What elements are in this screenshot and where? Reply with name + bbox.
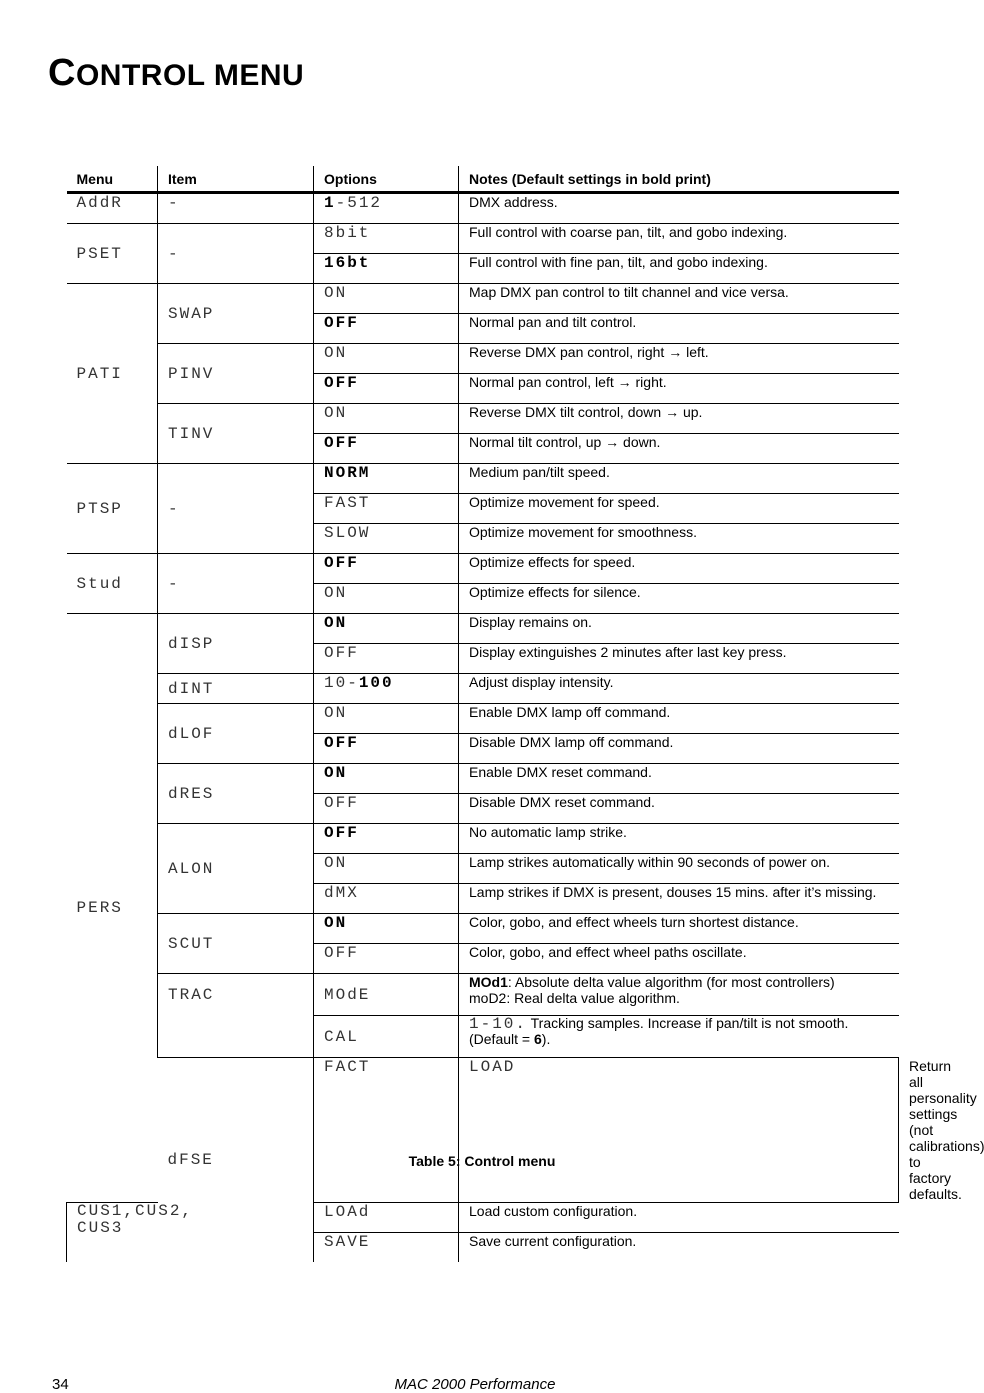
- page-title: [48, 52, 304, 95]
- option-cell: OFF: [314, 314, 459, 344]
- table-row: [67, 193, 899, 224]
- note-cell: Full control with coarse pan, tilt, and gobo indexing.: [459, 224, 899, 254]
- option-cell: ON: [314, 704, 459, 734]
- option-cell: CAL: [314, 1016, 459, 1058]
- note-cell: Disable DMX lamp off command.: [459, 734, 899, 764]
- header-item: Item: [158, 166, 314, 193]
- item-cell: PINV: [158, 344, 314, 404]
- note-cell: Display remains on.: [459, 614, 899, 644]
- option-cell: OFF: [314, 794, 459, 824]
- note-default-value: 6: [533, 1031, 542, 1047]
- option-cell: SAVE: [314, 1232, 459, 1262]
- note-cell: Reverse DMX pan control, right → left.: [459, 344, 899, 374]
- note-cell: Reverse DMX tilt control, down → up.: [459, 404, 899, 434]
- item-cell: -: [158, 464, 314, 554]
- note-text: : Absolute delta value algorithm (for most controllers): [507, 974, 835, 990]
- option-cell: FAST: [314, 494, 459, 524]
- option-cell: OFF: [314, 644, 459, 674]
- menu-cell: dFSE: [158, 1058, 314, 1262]
- item-cell: dINT: [158, 674, 314, 704]
- page-number: 34: [52, 1376, 69, 1393]
- item-cell: TINV: [158, 404, 314, 464]
- option-cell: NORM: [314, 464, 459, 494]
- option-cell: SLOW: [314, 524, 459, 554]
- option-cell: OFF: [314, 944, 459, 974]
- header-row: [67, 166, 899, 193]
- title-rest: ONTROL MENU: [75, 59, 305, 92]
- option-cell: ON: [314, 344, 459, 374]
- header-menu: Menu: [67, 166, 158, 193]
- item-cell: CUS1,CUS2, CUS3: [67, 1202, 158, 1262]
- note-cell: Normal pan control, left → right.: [459, 374, 899, 404]
- option-cell: LOAd: [314, 1202, 459, 1232]
- note-cell: No automatic lamp strike.: [459, 824, 899, 854]
- note-text-line2: moD2: Real delta value algorithm.: [469, 990, 680, 1006]
- note-cell: [459, 974, 899, 1016]
- option-range: -512: [335, 194, 383, 212]
- item-cell: -: [158, 554, 314, 614]
- table-row: dFSE FACT LOAD Return all personality settings (not calibrations) to factory defaults.: [67, 1058, 899, 1203]
- note-cell: Load custom configuration.: [459, 1202, 899, 1232]
- option-cell: OFF: [314, 734, 459, 764]
- note-cell: Optimize effects for silence.: [459, 584, 899, 614]
- table-row: [67, 224, 899, 254]
- footer-title: MAC 2000 Performance: [394, 1376, 556, 1393]
- option-cell: OFF: [314, 434, 459, 464]
- option-cell: [314, 674, 459, 704]
- item-cell: SWAP: [158, 284, 314, 344]
- note-cell: Lamp strikes automatically within 90 seconds of power on.: [459, 854, 899, 884]
- item-cell: -: [158, 224, 314, 284]
- note-cell: Save current configuration.: [459, 1232, 899, 1262]
- note-cell: Enable DMX lamp off command.: [459, 704, 899, 734]
- option-cell: ON: [314, 404, 459, 434]
- menu-cell: Stud: [67, 554, 158, 614]
- menu-cell: PERS: [67, 614, 158, 1203]
- note-cell: DMX address.: [459, 193, 899, 224]
- header-notes: Notes (Default settings in bold print): [459, 166, 899, 193]
- note-text: Tracking samples. Increase if pan/tilt is not smooth.: [527, 1015, 849, 1031]
- option-default: 1: [324, 194, 336, 212]
- option-cell: ON: [314, 764, 459, 794]
- table-row: [67, 974, 899, 1016]
- table-row: [67, 764, 899, 794]
- table-row: [67, 824, 899, 854]
- note-cell: Medium pan/tilt speed.: [459, 464, 899, 494]
- table-row: [67, 674, 899, 704]
- note-bold-term: MOd1: [469, 974, 508, 990]
- note-cell: Lamp strikes if DMX is present, douses 15 mins. after it’s missing.: [459, 884, 899, 914]
- note-cell: Display extinguishes 2 minutes after last key press.: [459, 644, 899, 674]
- menu-cell: AddR: [67, 193, 158, 224]
- option-cell: OFF: [314, 374, 459, 404]
- note-cell: Disable DMX reset command.: [459, 794, 899, 824]
- option-cell: ON: [314, 284, 459, 314]
- table-row: [67, 554, 899, 584]
- header-options: Options: [314, 166, 459, 193]
- table-row: [67, 464, 899, 494]
- note-cell: Normal tilt control, up → down.: [459, 434, 899, 464]
- note-cell: [459, 1016, 899, 1058]
- note-cell: Map DMX pan control to tilt channel and vice versa.: [459, 284, 899, 314]
- option-cell: [314, 193, 459, 224]
- item-cell: dRES: [158, 764, 314, 824]
- note-cell: Full control with fine pan, tilt, and gobo indexing.: [459, 254, 899, 284]
- note-cell: Optimize effects for speed.: [459, 554, 899, 584]
- note-default-pre: (Default =: [469, 1031, 534, 1047]
- option-cell: dMX: [314, 884, 459, 914]
- option-cell: ON: [314, 584, 459, 614]
- option-cell: ON: [314, 914, 459, 944]
- item-cell: FACT: [314, 1058, 459, 1203]
- option-range: 10-: [324, 674, 359, 692]
- note-cell: Optimize movement for smoothness.: [459, 524, 899, 554]
- menu-cell: PSET: [67, 224, 158, 284]
- option-cell: ON: [314, 614, 459, 644]
- option-cell: LOAD: [459, 1058, 899, 1203]
- option-cell: OFF: [314, 554, 459, 584]
- option-cell: OFF: [314, 824, 459, 854]
- menu-cell: PTSP: [67, 464, 158, 554]
- note-cell: Color, gobo, and effect wheel paths oscillate.: [459, 944, 899, 974]
- item-cell: SCUT: [158, 914, 314, 974]
- table-row: [67, 344, 899, 374]
- control-menu-table: [66, 166, 984, 1262]
- note-cell: Color, gobo, and effect wheels turn shortest distance.: [459, 914, 899, 944]
- item-cell: dLOF: [158, 704, 314, 764]
- note-cell: Normal pan and tilt control.: [459, 314, 899, 344]
- table-row: [67, 704, 899, 734]
- note-cell: Enable DMX reset command.: [459, 764, 899, 794]
- menu-cell: PATI: [67, 284, 158, 464]
- item-cell: -: [158, 193, 314, 224]
- option-cell: 8bit: [314, 224, 459, 254]
- option-cell: 16bt: [314, 254, 459, 284]
- table-row: [67, 404, 899, 434]
- option-cell: MOdE: [314, 974, 459, 1016]
- item-cell: TRAC: [158, 974, 314, 1058]
- note-cell: Optimize movement for speed.: [459, 494, 899, 524]
- table-row: [67, 614, 899, 644]
- note-cell: Adjust display intensity.: [459, 674, 899, 704]
- note-default-post: ).: [541, 1031, 551, 1047]
- title-initial: C: [48, 52, 76, 94]
- item-cell: dISP: [158, 614, 314, 674]
- option-default: 100: [358, 674, 394, 692]
- item-cell: ALON: [158, 824, 314, 914]
- table-row: [67, 284, 899, 314]
- table-caption: Table 5: Control menu: [408, 1153, 556, 1169]
- table-row: [67, 914, 899, 944]
- note-range: 1-10.: [469, 1015, 528, 1033]
- option-cell: ON: [314, 854, 459, 884]
